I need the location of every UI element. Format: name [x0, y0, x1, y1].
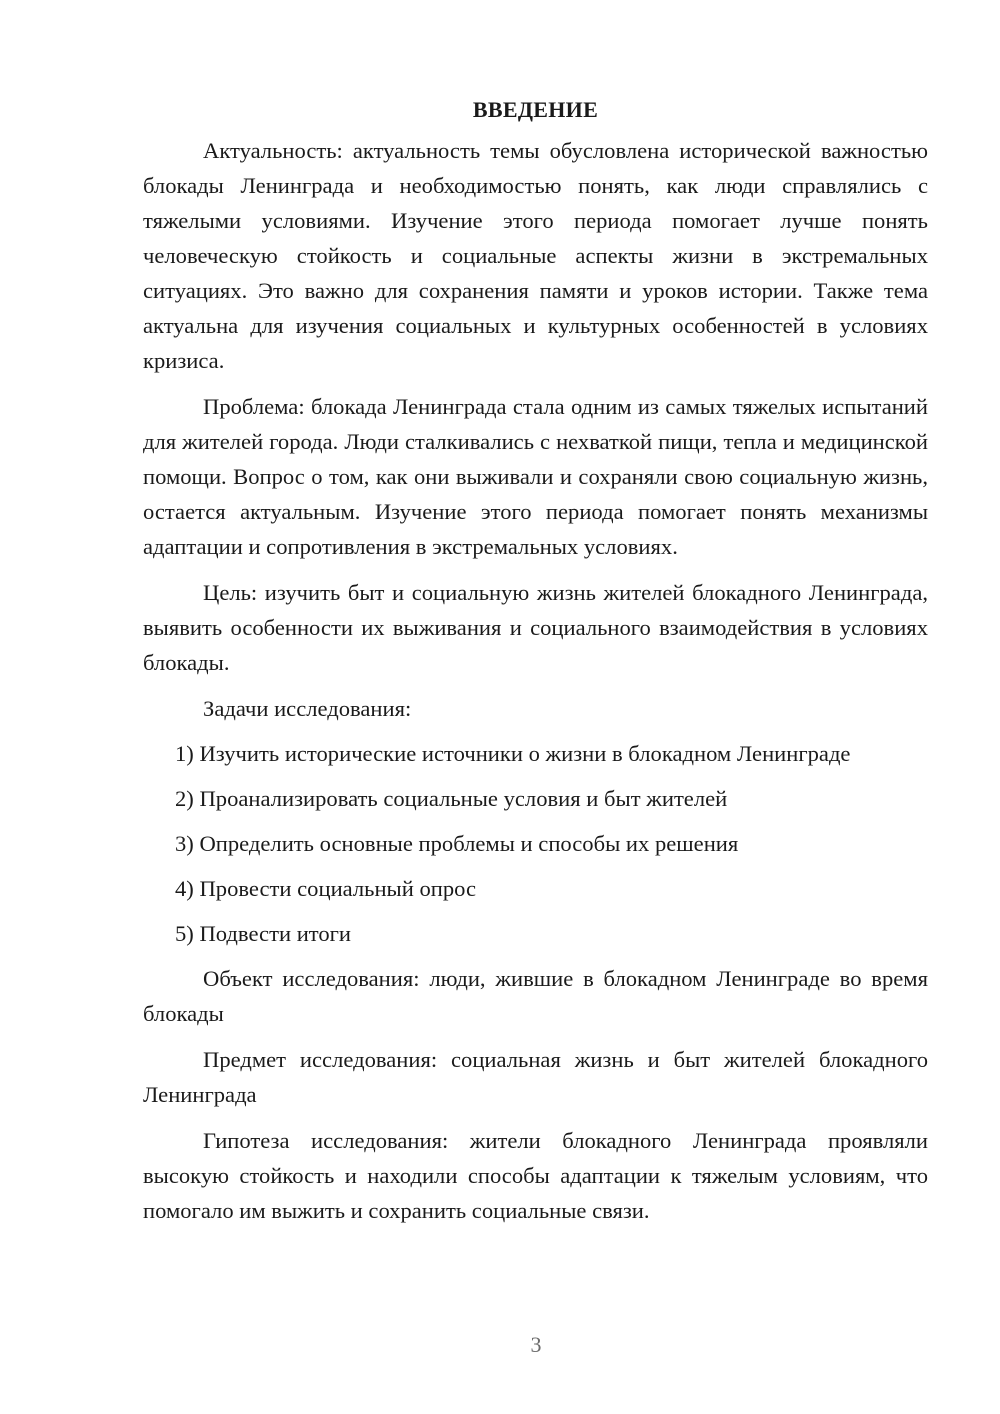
list-item: 3) Определить основные проблемы и способы их решения — [175, 831, 739, 856]
tasks-title: Задачи исследования: — [203, 696, 412, 721]
list-item: 1) Изучить исторические источники о жизни в блокадном Ленинграде — [175, 741, 851, 766]
list-item: 2) Проанализировать социальные условия и быт жителей — [175, 786, 728, 811]
list-item: 4) Провести социальный опрос — [175, 876, 477, 901]
relevance-paragraph: Актуальность: актуальность темы обусловлена исторической важностью блокады Ленинграда и необходимостью понять, как люди справлялись с тяжелыми условиями. Изучение этого периода помогает лучше понять человеческую стойкость и социальные аспекты жизни в экстремальных ситуациях. Это важно для сохранения памяти и уроков истории. Также тема актуальна для изучения социальных и культурных особенностей в условиях кризиса. — [143, 138, 928, 373]
subject-paragraph: Предмет исследования: социальная жизнь и быт жителей блокадного Ленинграда — [143, 1047, 928, 1107]
section-heading: ВВЕДЕНИЕ — [472, 97, 599, 122]
list-item: 5) Подвести итоги — [175, 921, 352, 946]
object-paragraph: Объект исследования: люди, жившие в блокадном Ленинграде во время блокады — [143, 966, 928, 1026]
document-page — [143, 92, 928, 1239]
tasks-list — [143, 736, 928, 951]
hypothesis-paragraph: Гипотеза исследования: жители блокадного Ленинграда проявляли высокую стойкость и находили способы адаптации к тяжелым условиям, что помогало им выжить и сохранить социальные связи. — [143, 1128, 928, 1223]
problem-paragraph: Проблема: блокада Ленинграда стала одним из самых тяжелых испытаний для жителей города. Люди сталкивались с нехваткой пищи, тепла и медицинской помощи. Вопрос о том, как они выживали и сохраняли свою социальную жизнь, остается актуальным. Изучение этого периода помогает понять механизмы адаптации и сопротивления в экстремальных условиях. — [143, 394, 928, 559]
goal-paragraph: Цель: изучить быт и социальную жизнь жителей блокадного Ленинграда, выявить особенности их выживания и социального взаимодействия в условиях блокады. — [143, 580, 928, 675]
page-number: 3 — [530, 1332, 542, 1357]
